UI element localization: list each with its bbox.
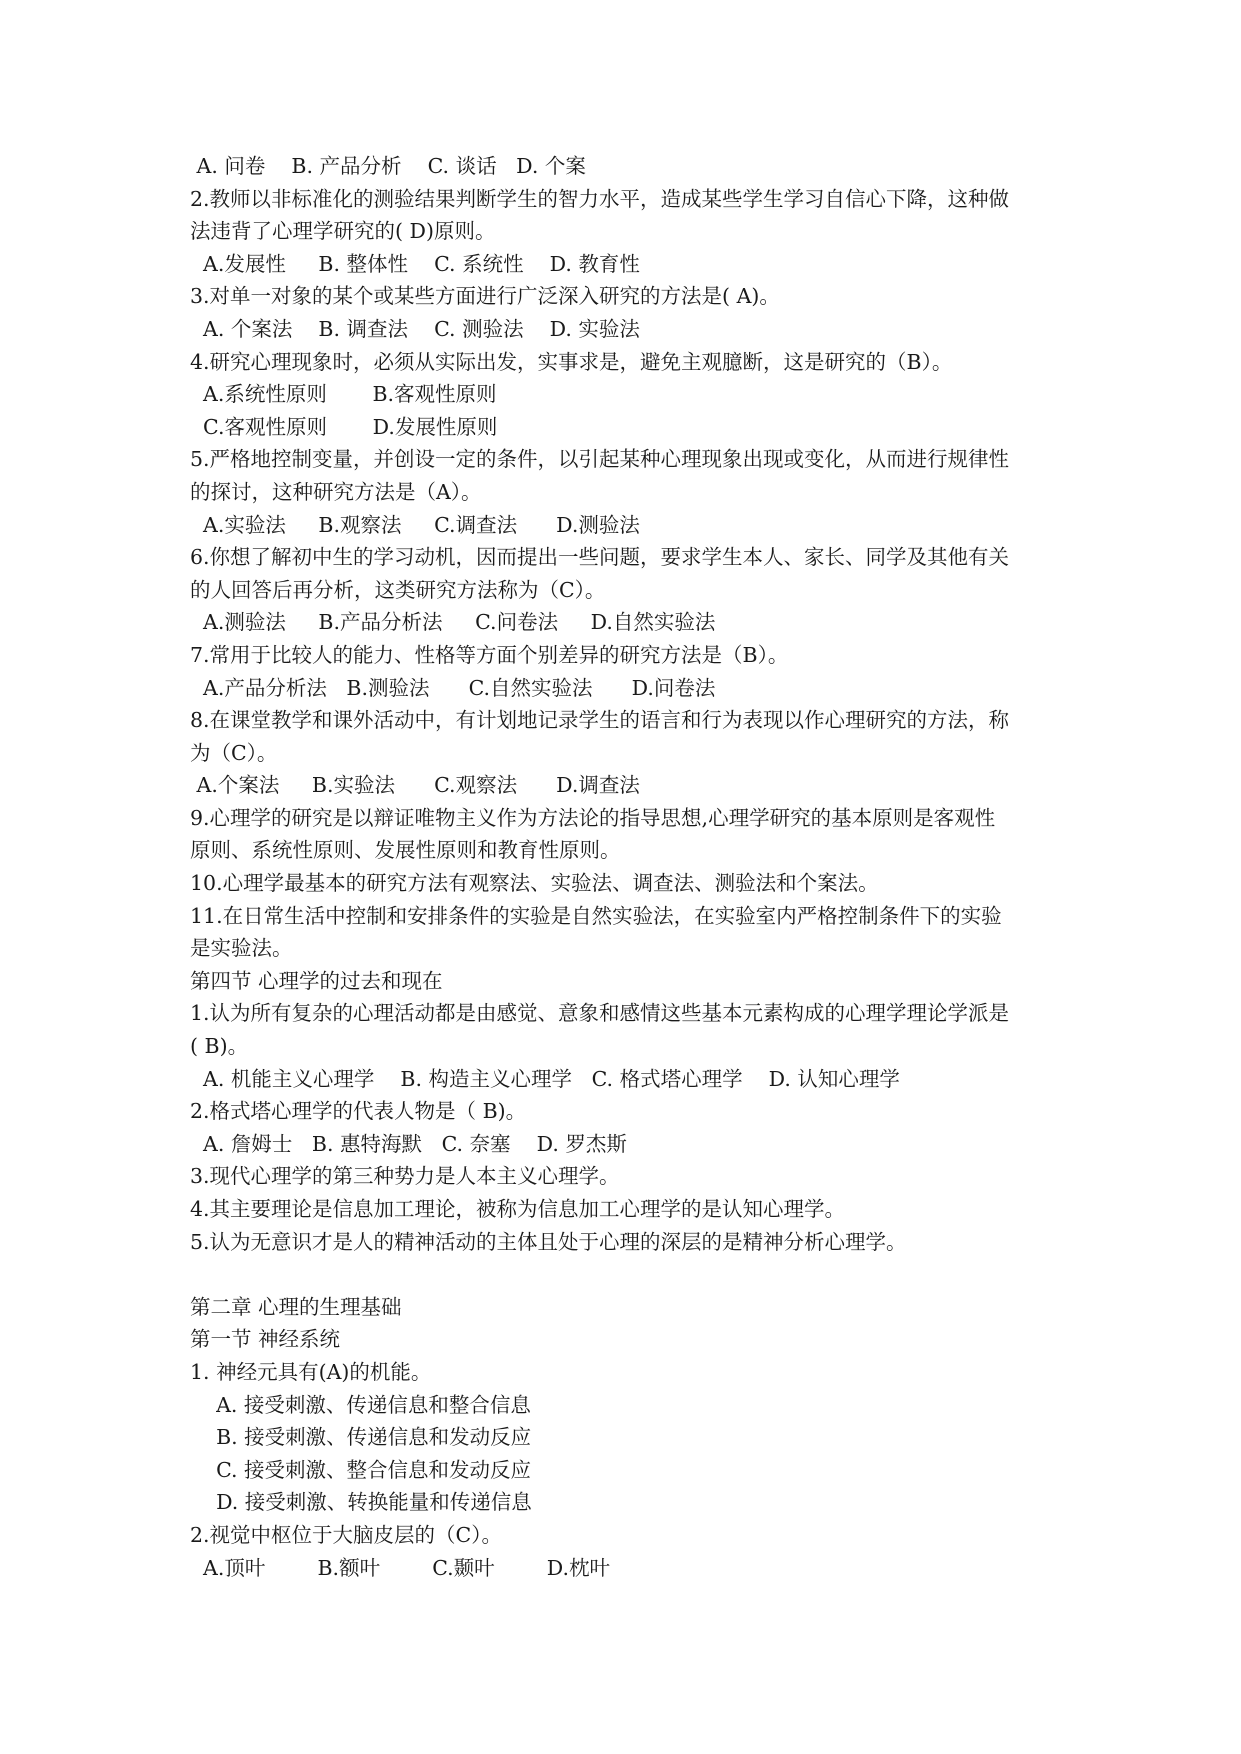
section-heading: 第一节 神经系统 (190, 1327, 341, 1352)
statement-line: 10.心理学最基本的研究方法有观察法、实验法、调查法、测验法和个案法。 (190, 871, 879, 896)
statement-line: 11.在日常生活中控制和安排条件的实验是自然实验法，在实验室内严格控制条件下的实验 (190, 903, 1002, 928)
statement-line: 是实验法。 (190, 936, 293, 961)
question-line: 8.在课堂教学和课外活动中，有计划地记录学生的语言和行为表现以作心理研究的方法，称 (190, 708, 1010, 733)
question-line: 2.教师以非标准化的测验结果判断学生的智力水平，造成某些学生学习自信心下降，这种做 (190, 186, 1010, 211)
question-line: 3.对单一对象的某个或某些方面进行广泛深入研究的方法是( A)。 (190, 284, 780, 309)
option-line: A.测验法 B.产品分析法 C.问卷法 D.自然实验法 (190, 610, 716, 635)
option-line: A. 接受刺激、传递信息和整合信息 (190, 1392, 531, 1417)
statement-line: 4.其主要理论是信息加工理论，被称为信息加工心理学的是认知心理学。 (190, 1197, 846, 1221)
question-line: 为（C）。 (190, 740, 278, 765)
option-line: A. 问卷 B. 产品分析 C. 谈话 D. 个案 (190, 154, 586, 178)
question-line: 2.格式塔心理学的代表人物是（ B)。 (190, 1099, 527, 1124)
question-line: 5.严格地控制变量，并创设一定的条件，以引起某种心理现象出现或变化，从而进行规律性 (190, 447, 1010, 472)
option-line: A. 詹姆士 B. 惠特海默 C. 奈塞 D. 罗杰斯 (190, 1131, 627, 1156)
question-line: 4.研究心理现象时，必须从实际出发，实事求是，避免主观臆断，这是研究的（B）。 (190, 349, 953, 374)
blank-line (190, 1258, 1060, 1291)
option-line: A.发展性 B. 整体性 C. 系统性 D. 教育性 (190, 251, 640, 276)
question-line: ( B)。 (190, 1034, 249, 1059)
section-heading: 第四节 心理学的过去和现在 (190, 968, 443, 993)
question-line: 1. 神经元具有(A)的机能。 (190, 1359, 432, 1384)
option-line: A.实验法 B.观察法 C.调查法 D.测验法 (190, 512, 640, 537)
statement-line: 9.心理学的研究是以辩证唯物主义作为方法论的指导思想,心理学研究的基本原则是客观性 (190, 805, 996, 830)
chapter-heading: 第二章 心理的生理基础 (190, 1294, 402, 1319)
option-line: C.客观性原则 D.发展性原则 (190, 414, 498, 439)
statement-line: 3.现代心理学的第三种势力是人本主义心理学。 (190, 1164, 620, 1189)
option-line: A.个案法 B.实验法 C.观察法 D.调查法 (190, 773, 640, 798)
question-line: 的人回答后再分析，这类研究方法称为（C）。 (190, 577, 606, 602)
statement-line: 5.认为无意识才是人的精神活动的主体且处于心理的深层的是精神分析心理学。 (190, 1229, 907, 1254)
option-line: D. 接受刺激、转换能量和传递信息 (190, 1490, 532, 1515)
option-line: A.顶叶 B.额叶 C.颞叶 D.枕叶 (190, 1555, 611, 1580)
document-body (190, 150, 1060, 1584)
question-line: 7.常用于比较人的能力、性格等方面个别差异的研究方法是（B）。 (190, 642, 789, 667)
option-line: A.产品分析法 B.测验法 C.自然实验法 D.问卷法 (190, 675, 716, 700)
option-line: A. 机能主义心理学 B. 构造主义心理学 C. 格式塔心理学 D. 认知心理学 (190, 1066, 900, 1091)
question-line: 6.你想了解初中生的学习动机，因而提出一些问题，要求学生本人、家长、同学及其他有关 (190, 545, 1010, 570)
statement-line: 原则、系统性原则、发展性原则和教育性原则。 (190, 838, 621, 863)
question-line: 法违背了心理学研究的( D)原则。 (190, 219, 496, 244)
question-line: 2.视觉中枢位于大脑皮层的（C）。 (190, 1522, 502, 1547)
question-line: 1.认为所有复杂的心理活动都是由感觉、意象和感情这些基本元素构成的心理学理论学派是 (190, 1001, 1010, 1026)
option-line: A. 个案法 B. 调查法 C. 测验法 D. 实验法 (190, 316, 640, 341)
question-line: 的探讨，这种研究方法是（A）。 (190, 479, 482, 504)
option-line: B. 接受刺激、传递信息和发动反应 (190, 1425, 532, 1450)
option-line: A.系统性原则 B.客观性原则 (190, 382, 497, 407)
option-line: C. 接受刺激、整合信息和发动反应 (190, 1457, 532, 1482)
